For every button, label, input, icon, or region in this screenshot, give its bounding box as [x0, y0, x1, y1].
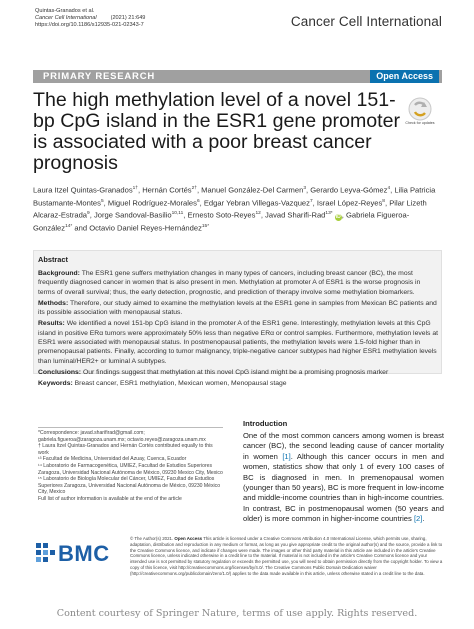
footnote-line: † Laura Itzel Quintas-Granados and Hernán Cortés contributed equally to this work — [38, 443, 213, 456]
author-name: Laura Itzel Quintas-Granados — [33, 185, 133, 195]
author-affiliation: 14* — [65, 224, 73, 230]
header-authors: Quintas-Granados et al. — [35, 8, 95, 14]
author-affiliation: 7 — [309, 198, 313, 204]
license-copyright: © The Author(s) 2021. — [130, 536, 174, 541]
article-type-banner — [33, 70, 442, 83]
open-access-badge: Open Access — [370, 70, 439, 83]
background-label: Background: — [38, 270, 80, 277]
article-type: PRIMARY RESEARCH — [43, 71, 156, 82]
author-name: Octavio Daniel Reyes-Hernández — [89, 223, 202, 233]
intro-sentence-3: . — [422, 514, 425, 524]
footnotes — [38, 430, 223, 503]
author-name: Jorge Sandoval-Basilio — [93, 211, 172, 220]
author-affiliation: 8 — [382, 198, 385, 204]
introduction-text — [243, 431, 444, 525]
license-statement — [130, 536, 444, 577]
author-affiliation: 12 — [255, 211, 261, 217]
author-affiliation: 9 — [87, 211, 90, 217]
footnote-line: Full list of author information is available at the end of the article — [38, 495, 182, 502]
author-name: Miguel Rodríguez-Morales — [107, 198, 197, 208]
conclusions-label: Conclusions: — [38, 368, 82, 376]
author-affiliation: 10,11 — [171, 211, 184, 217]
check-for-updates-icon[interactable] — [407, 96, 433, 122]
author-affiliation: 4 — [387, 186, 391, 191]
methods-text: Therefore, our study aimed to examine the methylation levels at the ESR1 gene in samples from Mexican BC patients and its possible association with menopausal status. — [38, 299, 437, 317]
license-text: This article is licensed under a Creative Commons Attribution 4.0 International License, which permits use, sharing, adaptation, distribution and reproduction in any medium or format, as long as you give appropriate credit to the original author(s) and the source, provide a link to the Creative Commons licence, and indicate if changes were made. The images or other third party material in this article are included in the article's Creative Commons licence, unless indicated otherwise in a credit line to the material. If material is not included in the article's Creative Commons licence and your intended use is not permitted by statutory regulation or exceeds the permitted use, you will need to obtain permission directly from the copyright holder. To view a copy of this licence, visit http://creativecommons.org/licenses/by/4.0/. The Creative Commons Public Domain Dedication waiver (http://creativecommons.org/publicdomain/zero/1.0/) applies to the data made available in this article, unless otherwise stated in a credit line to the data. — [130, 536, 443, 576]
author-affiliation: 3 — [303, 186, 306, 191]
footnote-line: ¹⁵ Laboratorio de Biología Molecular del Cáncer, UMIEZ, Facultad de Estudios Superiores Zaragoza, Universidad Nacional Autónoma de México, 09230 México City, Mexico — [38, 476, 221, 496]
intro-sentence-2: . Although this cancer occurs in men and women, statistics show that only 1 of every 100 cases of BC is diagnosed in men. In premenopausal women (younger than 50 years), BC is more frequent in low-income and middle-income countries than in high-income countries. In contrast, BC in postmenopausal women (50 years and older) is more common in higher-income countries — [243, 451, 444, 524]
abstract-heading: Abstract — [38, 255, 68, 264]
author-affiliation: 6 — [196, 198, 200, 204]
author-name: Edgar Yebran Villegas-Vazquez — [203, 198, 310, 208]
footnote-divider — [38, 427, 223, 428]
author-name: Manuel González-Del Carmen — [201, 185, 304, 195]
author-name: Israel López-Reyes — [316, 198, 383, 208]
abstract-body — [38, 269, 438, 391]
abstract-methods — [38, 299, 438, 318]
abstract-background — [38, 269, 438, 297]
check-for-updates-label[interactable]: Check for updates — [405, 121, 435, 125]
header-year-volume: (2021) 21:649 — [110, 15, 146, 21]
author-name: Pilar Lizeth Alcaraz-Estrada — [33, 198, 427, 220]
conclusions-text: Our findings suggest that methylation at this novel CpG island might be a promising prognosis marker — [82, 368, 389, 376]
footnote-line: *Correspondence: javad.sharifirad@gmail.com; — [38, 430, 145, 436]
reference-link-1[interactable]: [1] — [282, 451, 291, 461]
abstract-box — [33, 250, 442, 388]
article-title: The high methylation level of a novel 151-bp CpG island in the ESR1 gene promoter is associated with a poor breast cancer prognosis — [33, 89, 401, 174]
header-doi[interactable]: https://doi.org/10.1186/s12935-021-02343-7 — [35, 22, 144, 28]
introduction-heading: Introduction — [243, 419, 288, 428]
abstract-conclusions — [38, 368, 438, 377]
author-affiliation: 13* — [325, 211, 333, 217]
license-open-access: Open Access — [174, 536, 203, 541]
orcid-icon[interactable]: iD — [335, 214, 341, 220]
journal-brand: Cancer Cell International — [290, 14, 442, 29]
running-header — [35, 8, 145, 29]
author-list: Laura Itzel Quintas-Granados$^{1\dagger}$, Hernán Cortés$^{2\dagger}$, Manuel González-Del Carmen$^3$, Gerardo Leyva-Gómez$^4$, Lilia Patricia Bustamante-Montes$^5$, Miguel Rodríguez-Morales$^6$, Edgar Yebran Villegas-Vazquez$^7$, Israel López-Reyes$^8$, Pilar Lizeth Alcaraz-Estrada$^9$, Jorge Sandoval-Basilio$^{10,11}$, Ernesto Soto-Reyes$^{12}$, Javad Sharifi-Rad$^{13*}$ iD, Gabriela Figueroa-González$^{14*}$ and Octavio Daniel Reyes-Hernández$^{15*}$ — [33, 185, 436, 233]
methods-label: Methods: — [38, 299, 69, 307]
author-affiliation: 1† — [132, 186, 138, 191]
header-journal: Cancer Cell International — [35, 15, 97, 21]
courtesy-footer: Content courtesy of Springer Nature, terms of use apply. Rights reserved. — [56, 608, 418, 619]
author-name: Lilia Patricia Bustamante-Montes — [33, 185, 436, 208]
results-text: We identified a novel 151-bp CpG island in the promoter A of the ESR1 gene. Interestingly, methylation levels at this CpG island in positive ERα tumors were approximately 50% less than negative ERα or control samples. Furthermore, methylation levels at ESR1 were associated with menopausal status. In postmenopausal patients, the methylation levels were 1.5-fold higher than in premenopausal patients. Finally, according to tumor malignancy, triple-negative cancer subtypes had higher ESR1 methylation levels than luminal/HER2+ or luminal A subtypes. — [38, 320, 438, 365]
results-label: Results: — [38, 320, 65, 328]
author-affiliation: 15* — [201, 224, 210, 230]
intro-sentence-1: One of the most common cancers among women is breast cancer (BC), the second leading cause of cancer mortality in women — [243, 431, 444, 461]
reference-link-2[interactable]: [2] — [413, 514, 423, 524]
keywords-label: Keywords: — [38, 380, 73, 388]
author-name: Ernesto Soto-Reyes — [187, 211, 256, 220]
author-affiliation: 5 — [100, 198, 104, 204]
footnote-line: ¹³ Facultad de Medicina, Universidad del Azuay, Cuenca, Ecuador — [38, 456, 187, 463]
author-affiliation: 2† — [191, 186, 197, 191]
keywords-text: Breast cancer, ESR1 methylation, Mexican women, Menopausal stage — [74, 380, 287, 388]
author-name: Hernán Cortés — [142, 185, 192, 195]
publisher-name: BMC — [58, 541, 110, 566]
background-text: The ESR1 gene suffers methylation changes in many types of cancers, including breast cancer (BC), the most frequently diagnosed cancer in women that is also present in men. Methylation at promoter A of ESR1 is the worse prognosis in terms of overall survival; thus, the early detection, prognostic, and prediction of therapy involve some methylation biomarkers. — [38, 270, 421, 296]
author-name: Javad Sharifi-Rad — [265, 211, 326, 220]
footnote-line: ¹⁴ Laboratorio de Farmacogenética, UMIEZ, Facultad de Estudios Superiores Zaragoza, Universidad Nacional Autónoma de México, 09230 Mexico City, Mexico — [38, 462, 223, 476]
footnote-line: gabriela.figueroa@zaragoza.unam.mx; octavio.reyes@zaragoza.unam.mx — [38, 436, 206, 443]
abstract-keywords — [38, 379, 438, 388]
author-name: Gerardo Leyva-Gómez — [310, 185, 388, 195]
author-name: Gabriela Figueroa-González — [33, 211, 410, 233]
abstract-results — [38, 319, 438, 365]
